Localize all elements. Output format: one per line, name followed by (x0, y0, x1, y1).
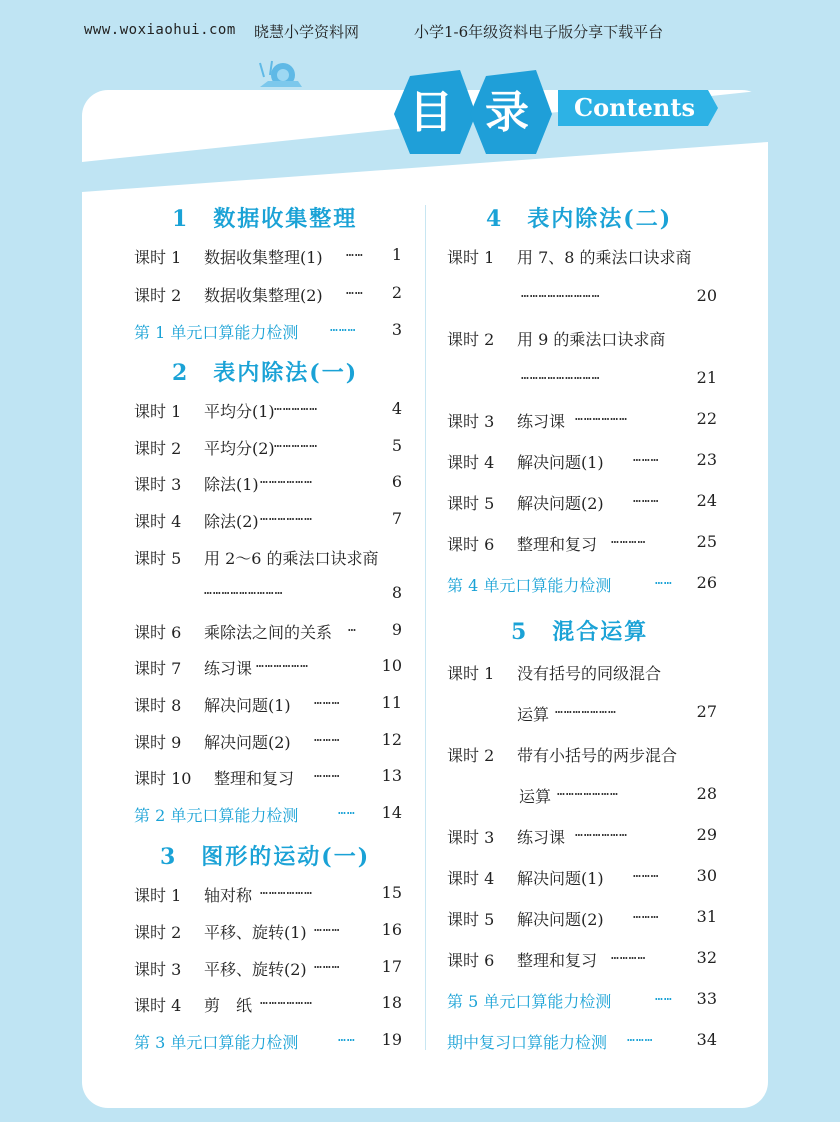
toc-cell: 10 (381, 656, 402, 675)
toc-cell: 整理和复习 (214, 769, 295, 788)
toc-cell: …… (338, 1030, 356, 1045)
toc-cell: 除法(2) (204, 512, 259, 531)
column-divider (425, 205, 426, 1050)
unit-5-heading: 5 混合运算 (511, 619, 649, 645)
toc-cell: 课时 3 (447, 412, 495, 431)
unit-1-heading: 1 数据收集整理 (172, 206, 358, 232)
toc-cell: ……………… (260, 472, 313, 487)
toc-cell: 平均分(2) (204, 439, 275, 458)
toc-cell: 没有括号的同级混合 (517, 664, 662, 683)
toc-cell: 课时 6 (447, 535, 495, 554)
toc-cell: 20 (696, 286, 717, 305)
toc-cell: ……… (314, 693, 341, 708)
toc-cell: 平移、旋转(1) (204, 923, 307, 942)
toc-cell: ……………… (260, 509, 313, 524)
toc-cell: 14 (381, 803, 402, 822)
toc-cell: ……… (314, 957, 341, 972)
toc-cell: …… (338, 803, 356, 818)
toc-cell: 课时 4 (447, 869, 495, 888)
toc-cell: 2 (391, 283, 402, 302)
toc-cell: …… (346, 245, 364, 260)
toc-cell: 课时 1 (447, 664, 495, 683)
toc-cell: 30 (696, 866, 717, 885)
toc-cell: ……………………… (204, 583, 284, 598)
toc-cell: ……… (633, 907, 660, 922)
toc-cell: 课时 9 (134, 733, 182, 752)
toc-cell: 第 1 单元口算能力检测 (134, 323, 299, 342)
toc-cell: ………… (611, 948, 647, 963)
toc-cell: 第 4 单元口算能力检测 (447, 576, 612, 595)
toc-cell: ……………………… (521, 368, 601, 383)
site-url[interactable]: www.woxiaohui.com (84, 22, 236, 38)
unit-3-heading: 3 图形的运动(一) (160, 844, 371, 870)
toc-cell: 用 2～6 的乘法口诀求商 (204, 549, 379, 568)
toc-cell: 26 (696, 573, 717, 592)
toc-cell: 乘除法之间的关系 (204, 623, 333, 642)
toc-cell: 练习课 (204, 659, 253, 678)
toc-cell: 课时 2 (134, 286, 182, 305)
toc-cell: 用 9 的乘法口诀求商 (517, 330, 666, 349)
toc-cell: …………… (274, 436, 319, 451)
toc-cell: ………………… (557, 784, 619, 799)
toc-cell: 第 3 单元口算能力检测 (134, 1033, 299, 1052)
toc-cell: 4 (391, 399, 402, 418)
toc-cell: ………………… (555, 702, 617, 717)
toc-cell: 7 (391, 509, 402, 528)
toc-cell: …… (655, 573, 673, 588)
toc-cell: 19 (381, 1030, 402, 1049)
toc-cell: 课时 5 (134, 549, 182, 568)
toc-cell: 课时 2 (447, 330, 495, 349)
toc-cell: 31 (696, 907, 717, 926)
toc-cell: 第 5 单元口算能力检测 (447, 992, 612, 1011)
toc-cell: 带有小括号的两步混合 (517, 746, 678, 765)
toc-cell: 28 (696, 784, 717, 803)
toc-cell: 用 7、8 的乘法口诀求商 (517, 248, 692, 267)
toc-cell: … (348, 620, 357, 635)
toc-cell: 课时 1 (447, 248, 495, 267)
toc-cell: 23 (696, 450, 717, 469)
toc-cell: ……………… (260, 883, 313, 898)
toc-cell: 13 (381, 766, 402, 785)
title-char-2 (474, 80, 540, 146)
toc-cell: 目 (409, 87, 453, 138)
toc-cell: 除法(1) (204, 475, 259, 494)
toc-cell: 课时 5 (447, 910, 495, 929)
toc-cell: ……………… (575, 409, 628, 424)
toc-cell: …… (346, 283, 364, 298)
toc-cell: 剪 纸 (204, 996, 253, 1015)
toc-cell: ……… (314, 730, 341, 745)
unit-2-heading: 2 表内除法(一) (172, 360, 359, 386)
toc-cell: 课时 2 (134, 439, 182, 458)
toc-cell: 11 (381, 693, 402, 712)
toc-cell: 16 (381, 920, 402, 939)
toc-cell: 27 (696, 702, 717, 721)
toc-cell: 数据收集整理(2) (204, 286, 323, 305)
toc-cell: 期中复习口算能力检测 (447, 1033, 608, 1052)
toc-cell: 22 (696, 409, 717, 428)
toc-cell: 平均分(1) (204, 402, 275, 421)
toc-cell: ……… (633, 866, 660, 881)
toc-cell: 课时 3 (134, 960, 182, 979)
toc-cell: 轴对称 (204, 886, 253, 905)
toc-cell: 17 (381, 957, 402, 976)
toc-cell: 练习课 (517, 828, 566, 847)
toc-cell: 第 2 单元口算能力检测 (134, 806, 299, 825)
toc-cell: 9 (391, 620, 402, 639)
toc-cell: ……………………… (521, 286, 601, 301)
toc-cell: ……………… (575, 825, 628, 840)
toc-cell: 29 (696, 825, 717, 844)
unit-4-heading: 4 表内除法(二) (486, 206, 673, 232)
toc-cell: 录 (485, 87, 529, 138)
toc-cell: 课时 8 (134, 696, 182, 715)
toc-cell: 解决问题(1) (517, 453, 604, 472)
toc-cell: 32 (696, 948, 717, 967)
toc-cell: 21 (696, 368, 717, 387)
toc-cell: 解决问题(2) (517, 910, 604, 929)
toc-cell: 8 (391, 583, 402, 602)
toc-cell: 运算 (517, 705, 550, 724)
toc-cell: 课时 6 (134, 623, 182, 642)
toc-cell: 课时 2 (447, 746, 495, 765)
toc-cell: ……… (633, 450, 660, 465)
toc-cell: 课时 2 (134, 923, 182, 942)
toc-cell: 解决问题(1) (517, 869, 604, 888)
toc-cell: 1 (391, 245, 402, 264)
toc-cell: ……… (633, 491, 660, 506)
toc-cell: 课时 5 (447, 494, 495, 513)
toc-cell: 3 (391, 320, 402, 339)
toc-cell: 课时 1 (134, 402, 182, 421)
toc-cell: 平移、旋转(2) (204, 960, 307, 979)
toc-cell: 12 (381, 730, 402, 749)
toc-cell: 25 (696, 532, 717, 551)
toc-cell: ……………… (260, 993, 313, 1008)
toc-cell: 课时 3 (447, 828, 495, 847)
toc-cell: ……… (314, 920, 341, 935)
toc-cell: ……………… (256, 656, 309, 671)
title-char-1 (398, 80, 464, 146)
toc-cell: 24 (696, 491, 717, 510)
toc-cell: 整理和复习 (517, 951, 598, 970)
toc-cell: 运算 (519, 787, 552, 806)
toc-cell: 课时 4 (134, 512, 182, 531)
title-english: Contents (574, 93, 695, 122)
toc-cell: ………… (611, 532, 647, 547)
toc-cell: …… (655, 989, 673, 1004)
toc-cell: 课时 10 (134, 769, 192, 788)
toc-cell: 课时 3 (134, 475, 182, 494)
toc-cell: 课时 1 (134, 248, 182, 267)
toc-cell: 5 (391, 436, 402, 455)
toc-cell: 18 (381, 993, 402, 1012)
toc-cell: ……… (627, 1030, 654, 1045)
toc-cell: ……… (330, 320, 357, 335)
toc-cell: 练习课 (517, 412, 566, 431)
toc-cell: 整理和复习 (517, 535, 598, 554)
toc-cell: …………… (274, 399, 319, 414)
toc-cell: 6 (391, 472, 402, 491)
toc-cell: 15 (381, 883, 402, 902)
top-bar (0, 0, 840, 60)
toc-cell: ……… (314, 766, 341, 781)
toc-cell: 33 (696, 989, 717, 1008)
toc-cell: 解决问题(2) (517, 494, 604, 513)
toc-cell: 34 (696, 1030, 717, 1049)
toc-cell: 解决问题(1) (204, 696, 291, 715)
toc-cell: 课时 1 (134, 886, 182, 905)
toc-cell: 课时 4 (134, 996, 182, 1015)
toc-cell: 课时 6 (447, 951, 495, 970)
toc-cell: 课时 7 (134, 659, 182, 678)
toc-cell: 解决问题(2) (204, 733, 291, 752)
site-name: 晓慧小学资料网 (254, 23, 360, 41)
site-slogan: 小学1-6年级资料电子版分享下载平台 (414, 23, 664, 41)
toc-cell: 数据收集整理(1) (204, 248, 323, 267)
toc-cell: 课时 4 (447, 453, 495, 472)
